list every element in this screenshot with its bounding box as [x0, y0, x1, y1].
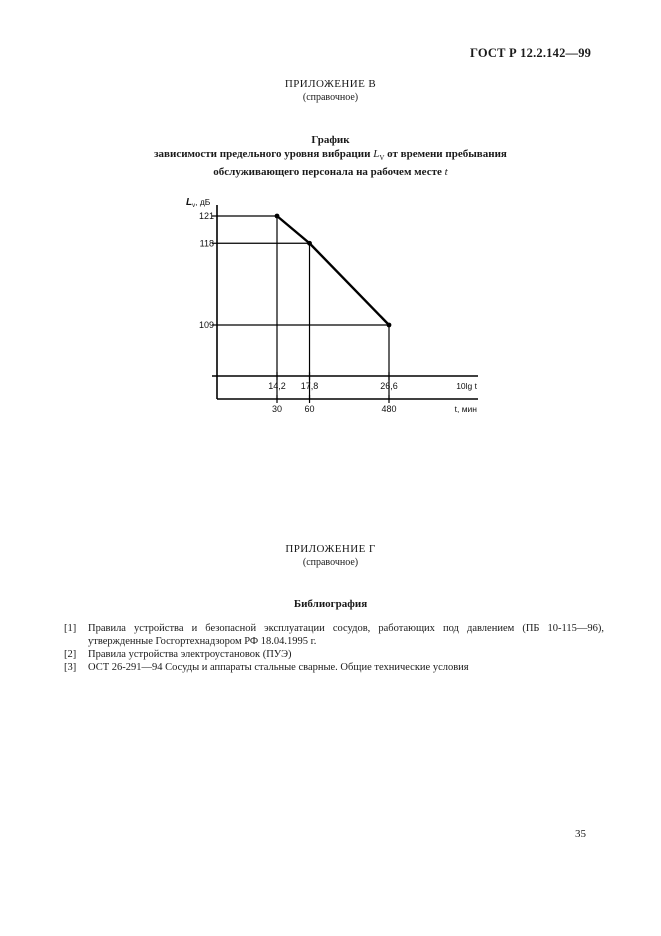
appendix-g-subtitle: (справочное) [302, 557, 359, 568]
graph-caption-line1: График [311, 134, 350, 146]
bibliography-item-number: [1] [64, 623, 77, 634]
y-axis-label: $L_v$, дБ [186, 197, 211, 209]
bibliography-item-text: Правила устройства электроустановок (ПУЭ) [88, 649, 292, 660]
series-segment [277, 216, 310, 243]
bibliography-item [64, 622, 604, 648]
document-code: ГОСТ Р 12.2.142—99 [470, 46, 592, 60]
graph-caption-line2: зависимости предельного уровня вибрации $L_V$ от времени пребывания [154, 148, 507, 163]
y-tick-label: 109 [198, 320, 214, 330]
x-time-tick-label: 30 [271, 404, 283, 414]
x-time-tick-label: 60 [304, 404, 315, 414]
graph-caption-line3: обслуживающего персонала на рабочем месте t [213, 166, 448, 179]
bibliography-item [64, 648, 604, 661]
bibliography-item [64, 661, 604, 674]
y-tick-label: 121 [198, 211, 214, 221]
data-point [307, 241, 312, 246]
page-number: 35 [575, 828, 586, 840]
x-log-axis-label: 10lg t [456, 381, 477, 391]
bibliography-item-number: [2] [64, 649, 77, 660]
data-point [275, 214, 280, 219]
bibliography-item-text: Правила устройства и безопасной эксплуатации сосудов, работающих под давлением (ПБ 10-115—96), утвержденные Госгортехнадзором РФ 18.04.1995 г. [88, 623, 604, 647]
bibliography-title: Библиография [293, 598, 368, 610]
appendix-g-title: ПРИЛОЖЕНИЕ Г [285, 543, 376, 555]
x-log-tick-label: 17,8 [300, 381, 319, 391]
bibliography-item-text: ОСТ 26-291—94 Сосуды и аппараты стальные сварные. Общие технические условия [88, 662, 469, 673]
bibliography-item-number: [3] [64, 662, 77, 673]
x-time-axis-label: t, мин [454, 404, 477, 414]
appendix-b-title: ПРИЛОЖЕНИЕ В [284, 78, 377, 90]
x-log-tick-label: 26,6 [380, 381, 398, 391]
bibliography-list [64, 622, 604, 674]
y-tick-label: 118 [199, 238, 214, 249]
series-segment [310, 243, 389, 325]
x-log-tick-label: 14,2 [268, 381, 286, 391]
x-time-tick-label: 480 [381, 404, 397, 414]
data-point [387, 323, 392, 328]
appendix-b-subtitle: (справочное) [302, 92, 359, 103]
